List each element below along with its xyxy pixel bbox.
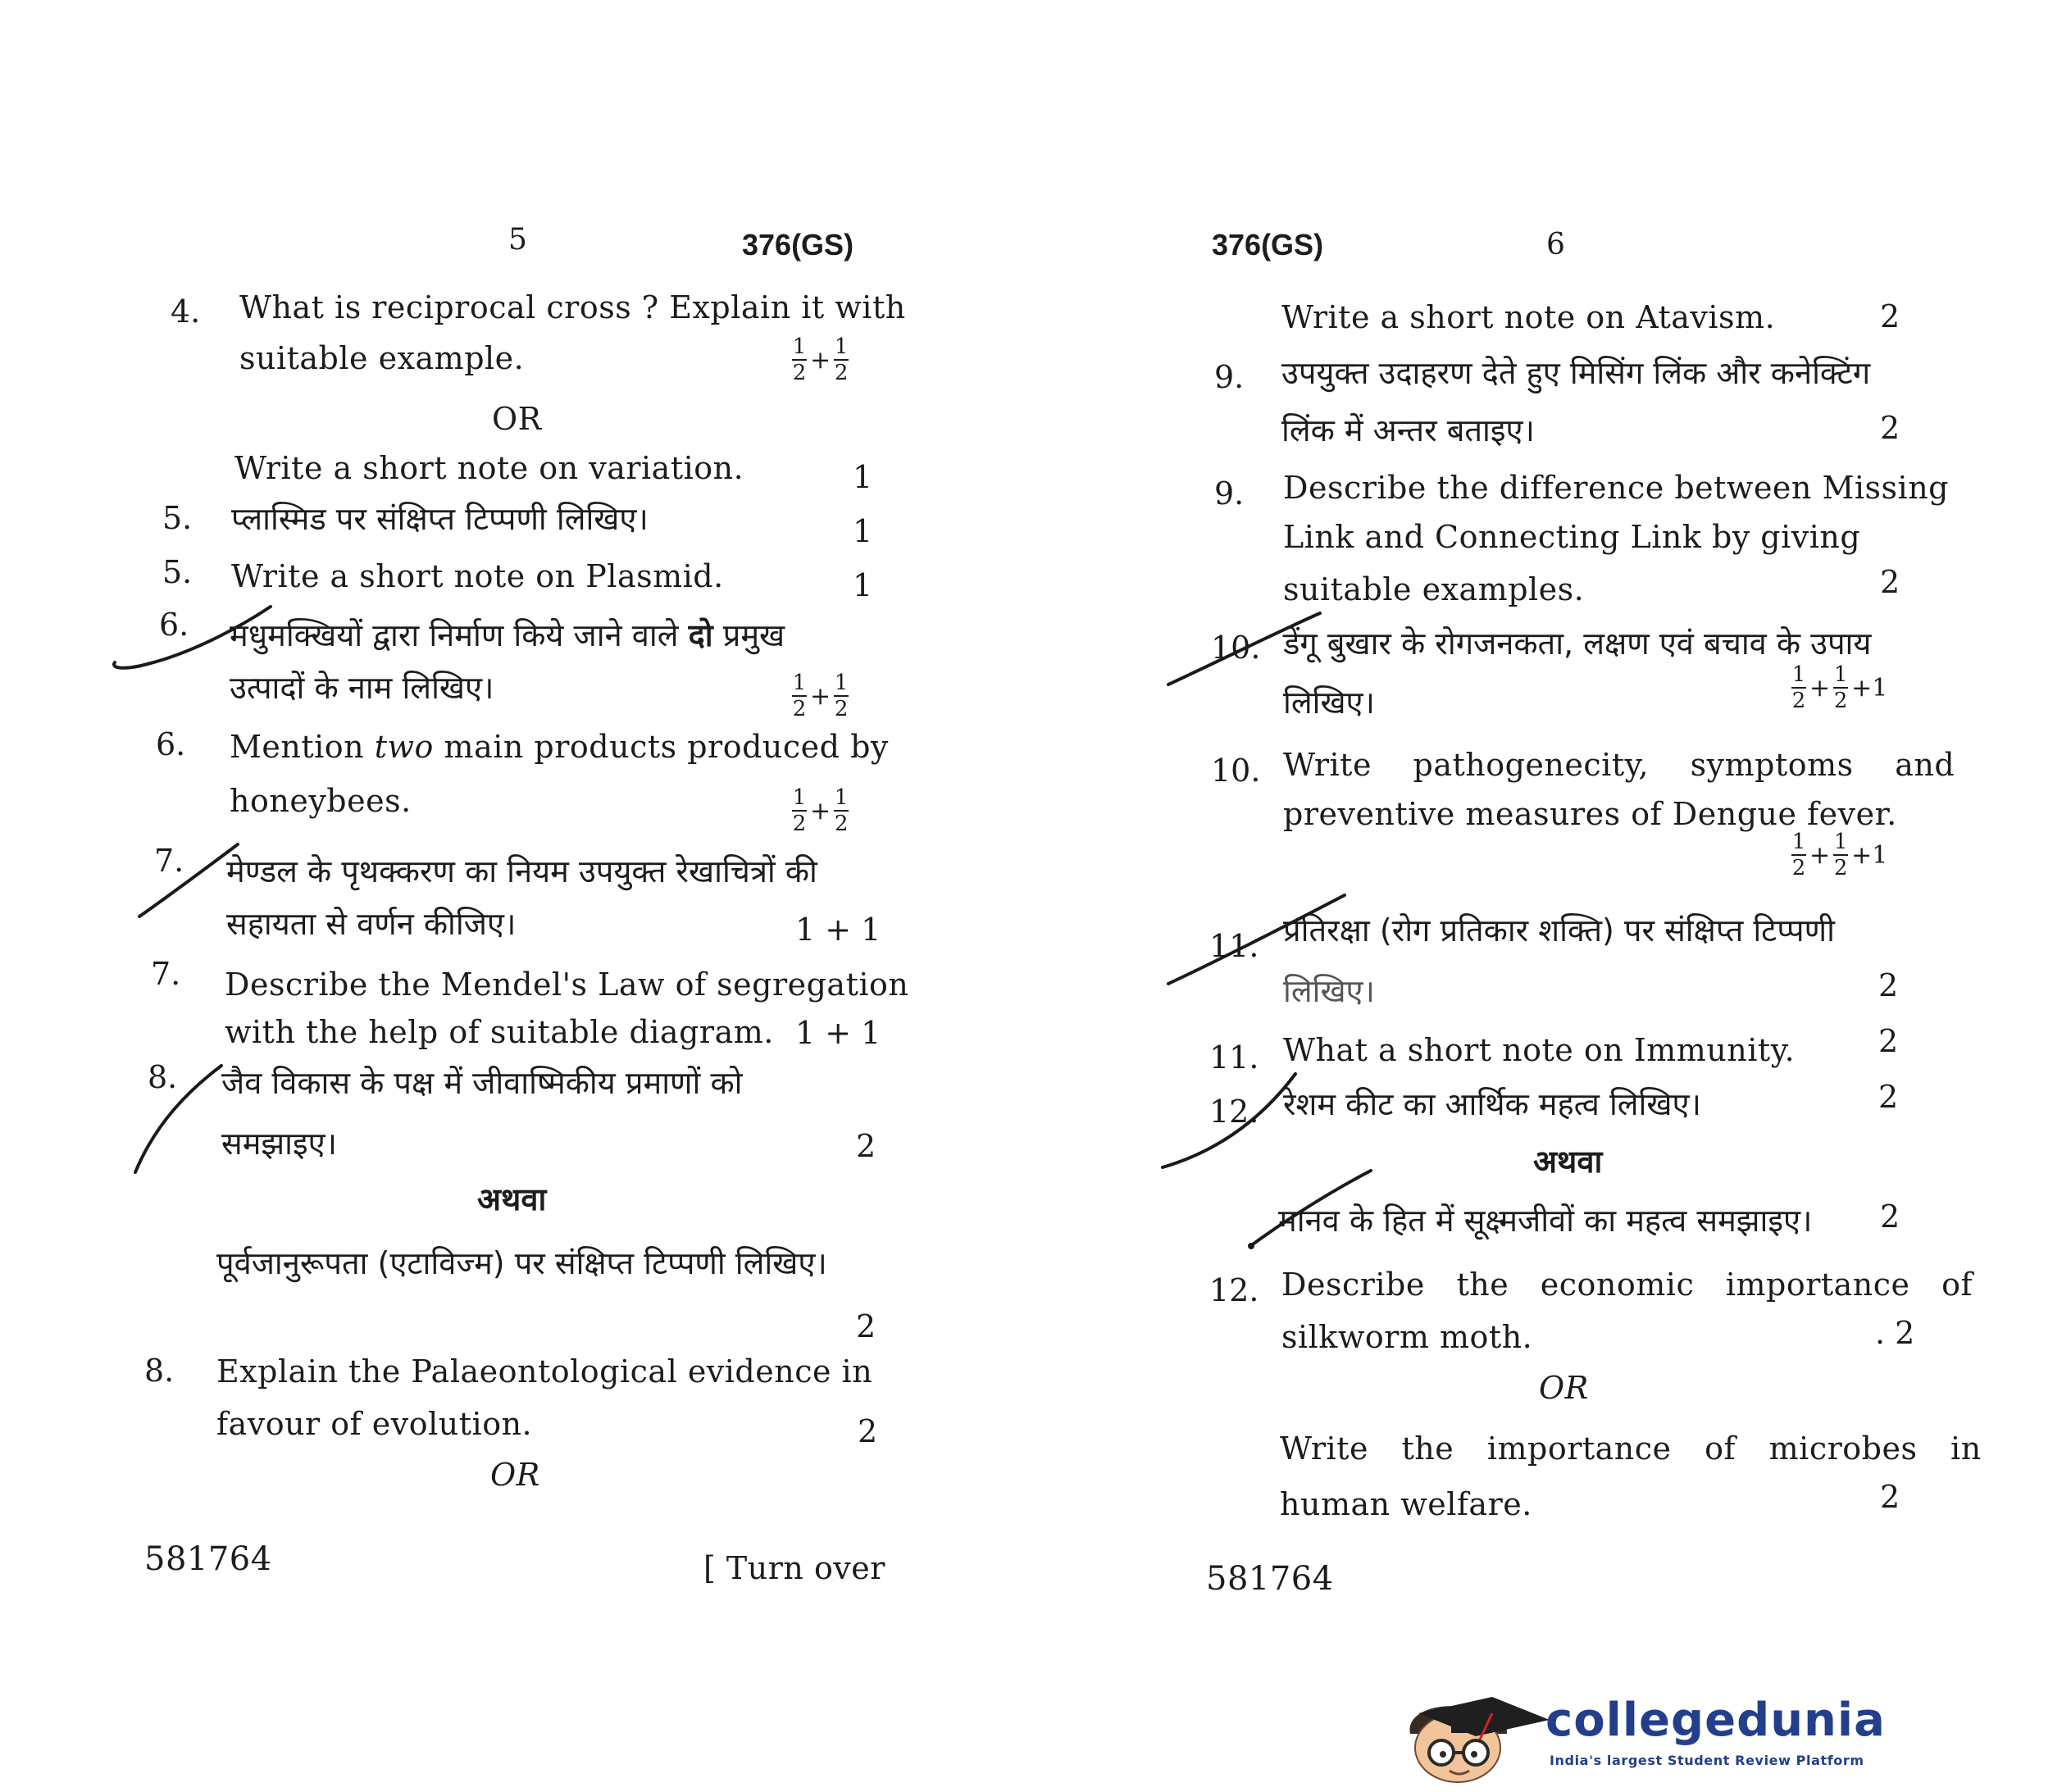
question-number: 12. [1209, 1272, 1259, 1308]
paper-code: 376(GS) [1212, 228, 1324, 262]
question-number: 5. [162, 554, 193, 590]
question-text-hindi: डेंगू बुखार के रोगजनकता, लक्षण एवं बचाव के उपाय [1283, 625, 1872, 662]
question-text-hindi: उपयुक्त उदाहरण देते हुए मिसिंग लिंक और कनेक्टिंग [1281, 355, 1871, 391]
marks: 2 [1878, 1079, 1899, 1115]
question-text: human welfare. [1280, 1486, 1532, 1522]
question-number: 8. [144, 1353, 175, 1389]
question-number: 6. [159, 607, 189, 643]
question-text-hindi: लिखिए। [1283, 685, 1375, 721]
question-number: 7. [154, 843, 184, 879]
question-number: 10. [1211, 753, 1261, 789]
marks: 2 [856, 1128, 876, 1164]
question-text: Describe the difference between Missing [1283, 470, 1949, 506]
marks: 1 + 1 [795, 912, 881, 948]
question-number: 5. [162, 500, 193, 536]
or-separator: OR [490, 1457, 540, 1493]
question-number: 12. [1209, 1094, 1259, 1130]
marks: 2 [1878, 1023, 1899, 1059]
marks: 2 [856, 1308, 876, 1344]
question-number: 7. [151, 956, 181, 992]
marks: 2 [1880, 564, 1900, 600]
question-text: with the help of suitable diagram. [225, 1014, 774, 1050]
marks-fraction: $\frac{1}{2}$ + $\frac{1}{2}$ [792, 671, 849, 721]
marks: 2 [1880, 1479, 1900, 1515]
question-text-hindi: मधुमक्खियों द्वारा निर्माण किये जाने वाले दो प्रमुख [230, 617, 785, 653]
question-text-hindi: प्रतिरक्षा (रोग प्रतिकार शक्ति) पर संक्षिप्त टिप्पणी [1283, 912, 1835, 948]
question-text: suitable examples. [1283, 571, 1585, 607]
paper-code: 376(GS) [742, 228, 854, 262]
question-number: 11. [1209, 928, 1259, 964]
athava-separator: अथवा [477, 1181, 547, 1217]
question-number: 8. [148, 1059, 178, 1095]
marks-fraction: $\frac{1}{2}$ + $\frac{1}{2}$ [792, 785, 849, 836]
question-text: Describe the economic importance of [1281, 1267, 1973, 1303]
question-text-hindi: जैव विकास के पक्ष में जीवाष्मिकीय प्रमाणों को [221, 1065, 743, 1101]
question-text: Link and Connecting Link by giving [1283, 519, 1861, 555]
marks-fraction: $\frac{1}{2}$ + $\frac{1}{2}$ +1 [1791, 830, 1888, 880]
question-text-hindi: रेशम कीट का आर्थिक महत्व लिखिए। [1283, 1086, 1701, 1122]
or-separator: OR [1539, 1370, 1589, 1406]
question-text: Mention two main products produced by [230, 729, 889, 765]
question-text: What is reciprocal cross ? Explain it with [239, 289, 906, 325]
marks: 2 [1878, 967, 1899, 1003]
question-text-hindi: मानव के हित में सूक्ष्मजीवों का महत्व समझाइए। [1278, 1203, 1813, 1239]
question-text: Write pathogenecity, symptoms and [1283, 747, 1955, 783]
question-text: What a short note on Immunity. [1283, 1032, 1796, 1068]
mascot-icon [1394, 1689, 1550, 1787]
question-text-hindi: मेण्डल के पृथक्करण का नियम उपयुक्त रेखाचित्रों की [226, 853, 817, 889]
page-number: 5 [508, 223, 527, 257]
question-text-hindi: प्लास्मिड पर संक्षिप्त टिप्पणी लिखिए। [231, 501, 649, 537]
marks: 1 + 1 [795, 1015, 881, 1051]
question-number: 6. [156, 726, 186, 762]
question-text-hindi: पूर्वजानुरूपता (एटाविज्म) पर संक्षिप्त टिप्पणी लिखिए। [216, 1245, 827, 1281]
question-text: suitable example. [239, 340, 525, 376]
question-text: Explain the Palaeontological evidence in [216, 1353, 873, 1389]
question-text: honeybees. [230, 783, 412, 819]
footer-code: 581764 [1206, 1560, 1334, 1598]
marks-fraction: $\frac{1}{2}$ + $\frac{1}{2}$ [792, 334, 849, 385]
collegedunia-logo [1394, 1689, 1984, 1787]
question-text: Describe the Mendel's Law of segregation [225, 966, 909, 1003]
marks: 2 [1880, 1198, 1900, 1235]
question-number: 10. [1211, 630, 1261, 666]
question-text: Write a short note on Atavism. [1281, 299, 1776, 335]
turn-over-label: [ Turn over [703, 1550, 885, 1586]
page-number: 6 [1546, 228, 1565, 262]
question-number: 11. [1209, 1039, 1259, 1076]
right-page [1036, 0, 2071, 1792]
question-text: favour of evolution. [216, 1406, 533, 1442]
athava-separator: अथवा [1533, 1144, 1603, 1180]
marks: 1 [853, 567, 873, 603]
question-text-hindi: लिंक में अन्तर बताइए। [1281, 412, 1535, 448]
question-number: 9. [1214, 475, 1245, 512]
marks: 2 [1880, 410, 1900, 446]
marks: 1 [853, 459, 873, 495]
marks-fraction: $\frac{1}{2}$ + $\frac{1}{2}$ +1 [1791, 662, 1888, 713]
question-text-hindi: उत्पादों के नाम लिखिए। [230, 670, 494, 706]
question-text: Write a short note on Plasmid. [231, 558, 724, 594]
question-number: 9. [1214, 359, 1245, 395]
question-text: Write a short note on variation. [234, 450, 744, 486]
question-text: silkworm moth. [1281, 1319, 1533, 1355]
logo-wordmark: collegedunia [1545, 1694, 1886, 1747]
question-text-hindi: समझाइए। [221, 1126, 338, 1162]
marks: 2 [858, 1413, 878, 1449]
marks: 2 [1880, 298, 1900, 334]
question-text: preventive measures of Dengue fever. [1283, 796, 1897, 832]
footer-code: 581764 [144, 1540, 272, 1578]
logo-tagline: India's largest Student Review Platform [1550, 1753, 1864, 1768]
question-number: 4. [171, 293, 201, 330]
marks: 1 [853, 513, 873, 549]
marks: . 2 [1875, 1315, 1915, 1351]
question-text-hindi: लिखिए। [1283, 973, 1375, 1009]
question-text-hindi: सहायता से वर्णन कीजिए। [226, 906, 517, 942]
question-text: Write the importance of microbes in [1280, 1430, 1982, 1467]
or-separator: OR [492, 401, 542, 437]
